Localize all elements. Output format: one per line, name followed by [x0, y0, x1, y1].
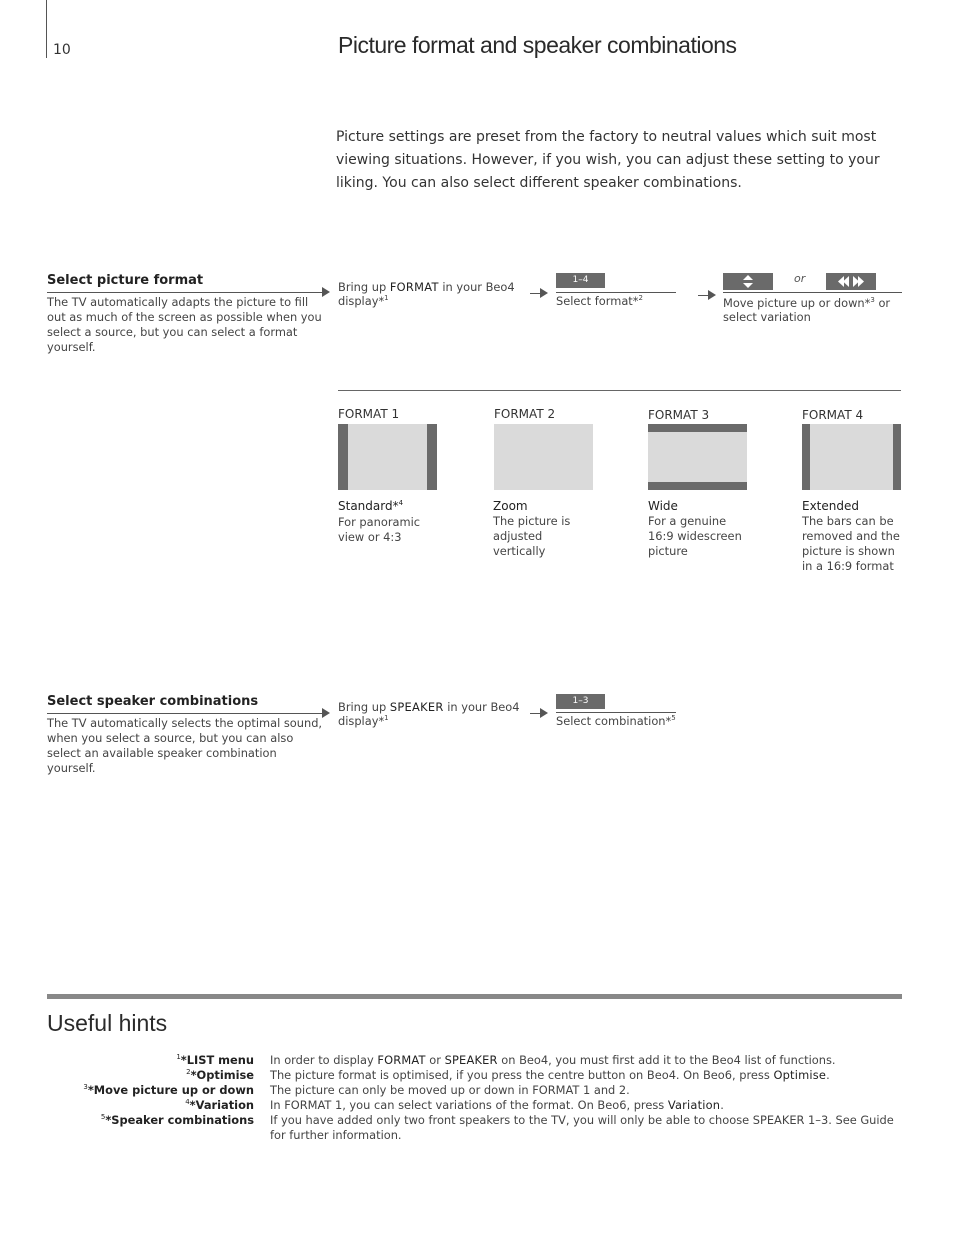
hint-text-1: In order to display FORMAT or SPEAKER on Beo4, you must first add it to the Beo4 list of functions.: [270, 1053, 836, 1067]
select-combination-text: Select combination*$^5$: [556, 714, 676, 728]
format-4-label: FORMAT 4: [802, 408, 864, 422]
up-down-arrows-icon: [723, 273, 773, 290]
format-1-screen: [338, 424, 437, 490]
intro-paragraph: Picture settings are preset from the factory to neutral values which suit most viewing situations. However, if you wish, you can adjust these setting to your liking. You can also select different speaker combinations.: [336, 129, 880, 191]
hint-label-5: $^5$*Speaker combinations: [100, 1113, 254, 1127]
format-1-desc: For panoramic view or 4:3: [338, 515, 421, 544]
step-underline: [556, 712, 676, 713]
format-1-name: Standard*$^4$: [338, 499, 404, 513]
hint-text-4: In FORMAT 1, you can select variations of the format. On Beo6, press Variation.: [270, 1098, 724, 1112]
format-3-screen: [648, 424, 747, 490]
step-underline: [723, 292, 902, 293]
speaker-key-label: SPEAKER: [389, 700, 444, 714]
step-arrow-line: [530, 713, 540, 714]
format-1-label: FORMAT 1: [338, 407, 400, 421]
format-4-name: Extended: [802, 499, 859, 513]
hints-title: Useful hints: [47, 1010, 168, 1036]
format-step-bring-up: Bring up FORMAT in your Beo4 display*$^1$: [338, 280, 515, 308]
picture-format-body: The TV automatically adapts the picture to fill out as much of the screen as possible when you select a source, but you can select a format yourself.: [47, 295, 322, 354]
format-3-desc: For a genuine 16:9 widescreen picture: [648, 514, 742, 558]
format-2-label: FORMAT 2: [494, 407, 556, 421]
step-underline: [556, 292, 676, 293]
step-arrow-line: [698, 295, 708, 296]
speaker-body: The TV automatically selects the optimal sound, when you select a source, but you can also select an available speaker combination yourself.: [47, 716, 323, 775]
right-arrow-icon: [708, 290, 716, 300]
format-2-screen: [494, 424, 593, 490]
page-margin-rule: [46, 0, 47, 58]
hint-label-3: $^3$*Move picture up or down: [83, 1083, 254, 1097]
page-number: 10: [53, 42, 71, 58]
speaker-heading-line: [47, 713, 322, 714]
key-1-3: 1–3: [556, 694, 605, 709]
page-title: Picture format and speaker combinations: [338, 32, 737, 58]
rewind-forward-icon: [826, 273, 876, 290]
hint-text-3: The picture can only be moved up or down in FORMAT 1 and 2.: [270, 1083, 630, 1097]
right-arrow-icon: [540, 708, 548, 718]
hint-text-5: If you have added only two front speakers to the TV, you will only be able to choose SPEAKER 1–3. See Guide for further information.: [270, 1113, 894, 1142]
format-3-label: FORMAT 3: [648, 408, 710, 422]
hint-label-4: $^4$*Variation: [185, 1098, 254, 1112]
select-format-text: Select format*$^2$: [556, 294, 643, 308]
format-2-desc: The picture is adjusted vertically: [493, 514, 571, 558]
picture-format-heading: Select picture format: [47, 273, 204, 288]
hint-label-1: $^1$*LIST menu: [176, 1053, 254, 1067]
move-picture-text: Move picture up or down*$^3$ or select variation: [723, 296, 891, 324]
hints-rule: [47, 994, 902, 999]
format-4-desc: The bars can be removed and the picture is shown in a 16:9 format: [802, 514, 900, 573]
speaker-step-bring-up: Bring up SPEAKER in your Beo4 display*$^1$: [338, 700, 520, 728]
format-3-name: Wide: [648, 499, 678, 513]
picture-format-heading-line: [47, 292, 322, 293]
format-2-name: Zoom: [493, 499, 528, 513]
hint-label-2: $^2$*Optimise: [186, 1068, 254, 1082]
step-arrow-line: [530, 293, 540, 294]
hint-text-2: The picture format is optimised, if you press the centre button on Beo4. On Beo6, press Optimise.: [270, 1068, 830, 1082]
key-1-4: 1–4: [556, 273, 605, 288]
format-4-screen: [802, 424, 901, 490]
or-label: or: [794, 272, 806, 285]
formats-separator: [338, 390, 901, 391]
speaker-heading: Select speaker combinations: [47, 694, 259, 709]
format-key-label: FORMAT: [389, 280, 439, 294]
right-arrow-icon: [540, 288, 548, 298]
